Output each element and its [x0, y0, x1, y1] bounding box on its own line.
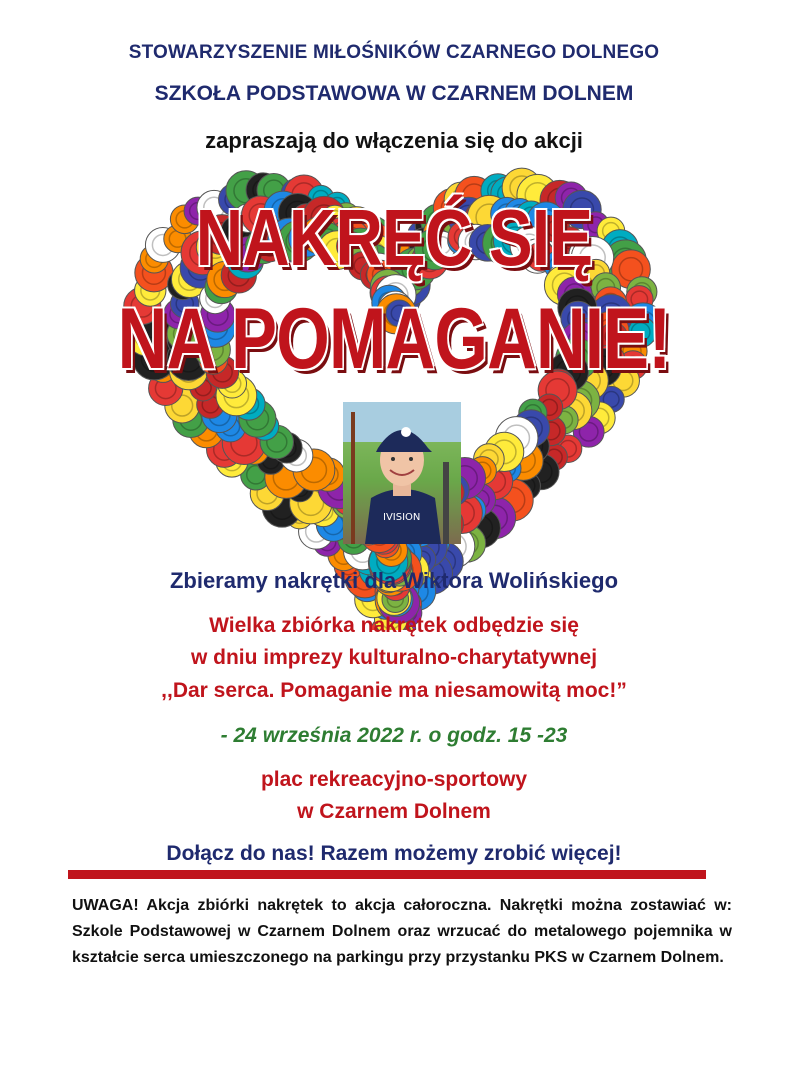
svg-text:IVISION: IVISION — [383, 512, 421, 523]
event-date: - 24 września 2022 r. o godz. 15 -23 — [220, 724, 568, 747]
collect-headline: Zbieramy nakrętki dla Wiktora Wolińskiego — [169, 568, 619, 593]
join-slogan: Dołącz do nas! Razem możemy zrobić więcej! — [166, 842, 622, 865]
divider-bar — [68, 870, 706, 879]
invite-text: zapraszają do włączenia się do akcji — [205, 128, 583, 153]
place-line-2: w Czarnem Dolnem — [297, 800, 491, 823]
event-line-2: w dniu imprezy kulturalno-charytatywnej — [190, 646, 598, 669]
place-line-1: plac rekreacyjno-sportowy — [260, 768, 528, 791]
event-line-3: ,,Dar serca. Pomaganie ma niesamowitą moc!” — [161, 679, 627, 702]
organizer-2: SZKOŁA PODSTAWOWA W CZARNEM DOLNEM — [154, 82, 634, 105]
organizer-1: STOWARZYSZENIE MIŁOŚNIKÓW CZARNEGO DOLNEGO — [128, 42, 660, 63]
note-text: UWAGA! Akcja zbiórki nakrętek to akcja całoroczna. Nakrętki można zostawiać w: Szkole Podstawowej w Czarnem Dolnem oraz wrzucać do metalowego pojemnika w kształcie serca umieszczonego na parkingu przy przystanku PKS w Czarnem Dolnem. — [72, 897, 732, 966]
boy-photo — [343, 402, 461, 544]
title-line-2: NA POMAGANIE! — [117, 291, 671, 387]
title-line-1: NAKRĘĆ SIĘ — [195, 193, 593, 282]
event-line-1: Wielka zbiórka nakrętek odbędzie się — [209, 614, 579, 637]
